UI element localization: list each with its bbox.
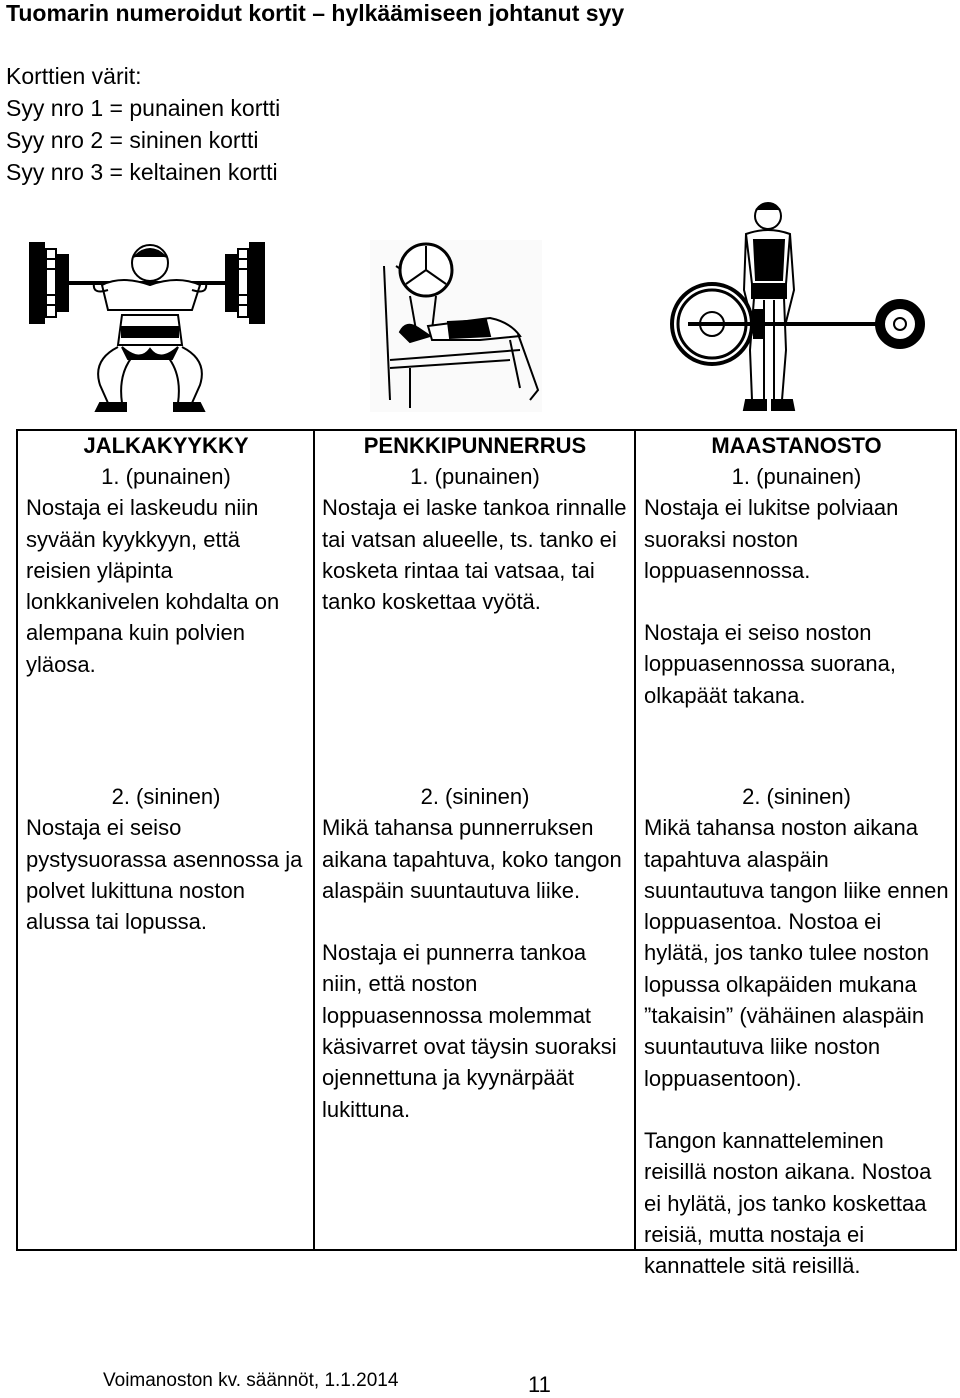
column-heading: PENKKIPUNNERRUS [363, 433, 587, 458]
rule-1 [322, 461, 628, 781]
rule-label: 1. (punainen) [731, 464, 862, 489]
column-divider [313, 431, 315, 1249]
card-color-line: Syy nro 1 = punainen kortti [6, 95, 281, 121]
page-number: 11 [528, 1372, 551, 1397]
column-bench [322, 431, 628, 1125]
rule-1 [644, 461, 949, 781]
column-divider [634, 431, 636, 1249]
rule-label: 2. (sininen) [742, 784, 851, 809]
column-deadlift [644, 431, 949, 1281]
rule-2 [644, 781, 949, 1281]
rule-text: Nostaja ei lukitse polviaan suoraksi noston loppuasennossa. [644, 495, 899, 583]
rule-text: Nostaja ei punnerra tankoa niin, että noston loppuasennossa molemmat käsivarret ovat täysin suoraksi ojennettuna ja kyynärpäät lukittuna. [322, 940, 617, 1122]
rules-table [16, 429, 957, 1279]
rule-text: Mikä tahansa noston aikana tapahtuva alaspäin suuntautuva tangon liike ennen loppuasentoa. Nostoa ei hylätä, jos tanko tulee noston lopussa olkapäiden mukana ”takaisin” (vähäinen alaspäin suuntautuva liike noston loppuasentoon). [644, 815, 949, 1091]
rule-1 [26, 461, 306, 781]
rule-2 [322, 781, 628, 1125]
card-color-line: Syy nro 3 = keltainen kortti [6, 159, 278, 185]
rule-text: Nostaja ei laskeudu niin syvään kyykkyyn, että reisien yläpinta lonkkanivelen kohdalta on alempana kuin polvien yläosa. [26, 495, 280, 677]
card-colors-heading: Korttien värit: [6, 63, 142, 89]
squat-figure [22, 235, 272, 415]
rule-label: 2. (sininen) [420, 784, 530, 809]
card-color-line: Syy nro 2 = sininen kortti [6, 127, 259, 153]
rule-text: Nostaja ei laske tankoa rinnalle tai vatsan alueelle, ts. tanko ei kosketa rintaa tai vatsaa, tai tanko koskettaa vyötä. [322, 495, 627, 615]
column-heading: MAASTANOSTO [711, 433, 882, 458]
bench-press-figure [370, 240, 542, 412]
rule-text: Nostaja ei seiso noston loppuasennossa suorana, olkapäät takana. [644, 620, 896, 708]
page-title: Tuomarin numeroidut kortit – hylkäämiseen johtanut syy [6, 0, 625, 26]
rule-text: Tangon kannatteleminen reisillä noston aikana. Nostoa ei hylätä, jos tanko koskettaa reisiä, mutta nostaja ei kannattele sitä reisillä. [644, 1127, 932, 1279]
rule-2 [26, 781, 306, 937]
deadlift-figure [668, 200, 928, 418]
column-squat [26, 431, 306, 937]
card-colors-legend [6, 60, 280, 188]
rule-text: Nostaja ei seiso pystysuorassa asennossa ja polvet lukittuna noston alussa tai lopussa. [26, 815, 303, 935]
rule-label: 1. (punainen) [101, 464, 231, 489]
rule-text: Mikä tahansa punnerruksen aikana tapahtuva, koko tangon alaspäin suuntautuva liike. [322, 815, 622, 903]
column-heading: JALKAKYYKKY [83, 433, 249, 458]
footer-text: Voimanoston kv. säännöt, 1.1.2014 [103, 1370, 399, 1391]
rule-label: 1. (punainen) [410, 464, 540, 489]
rule-label: 2. (sininen) [111, 784, 221, 809]
lift-illustrations [0, 195, 960, 425]
